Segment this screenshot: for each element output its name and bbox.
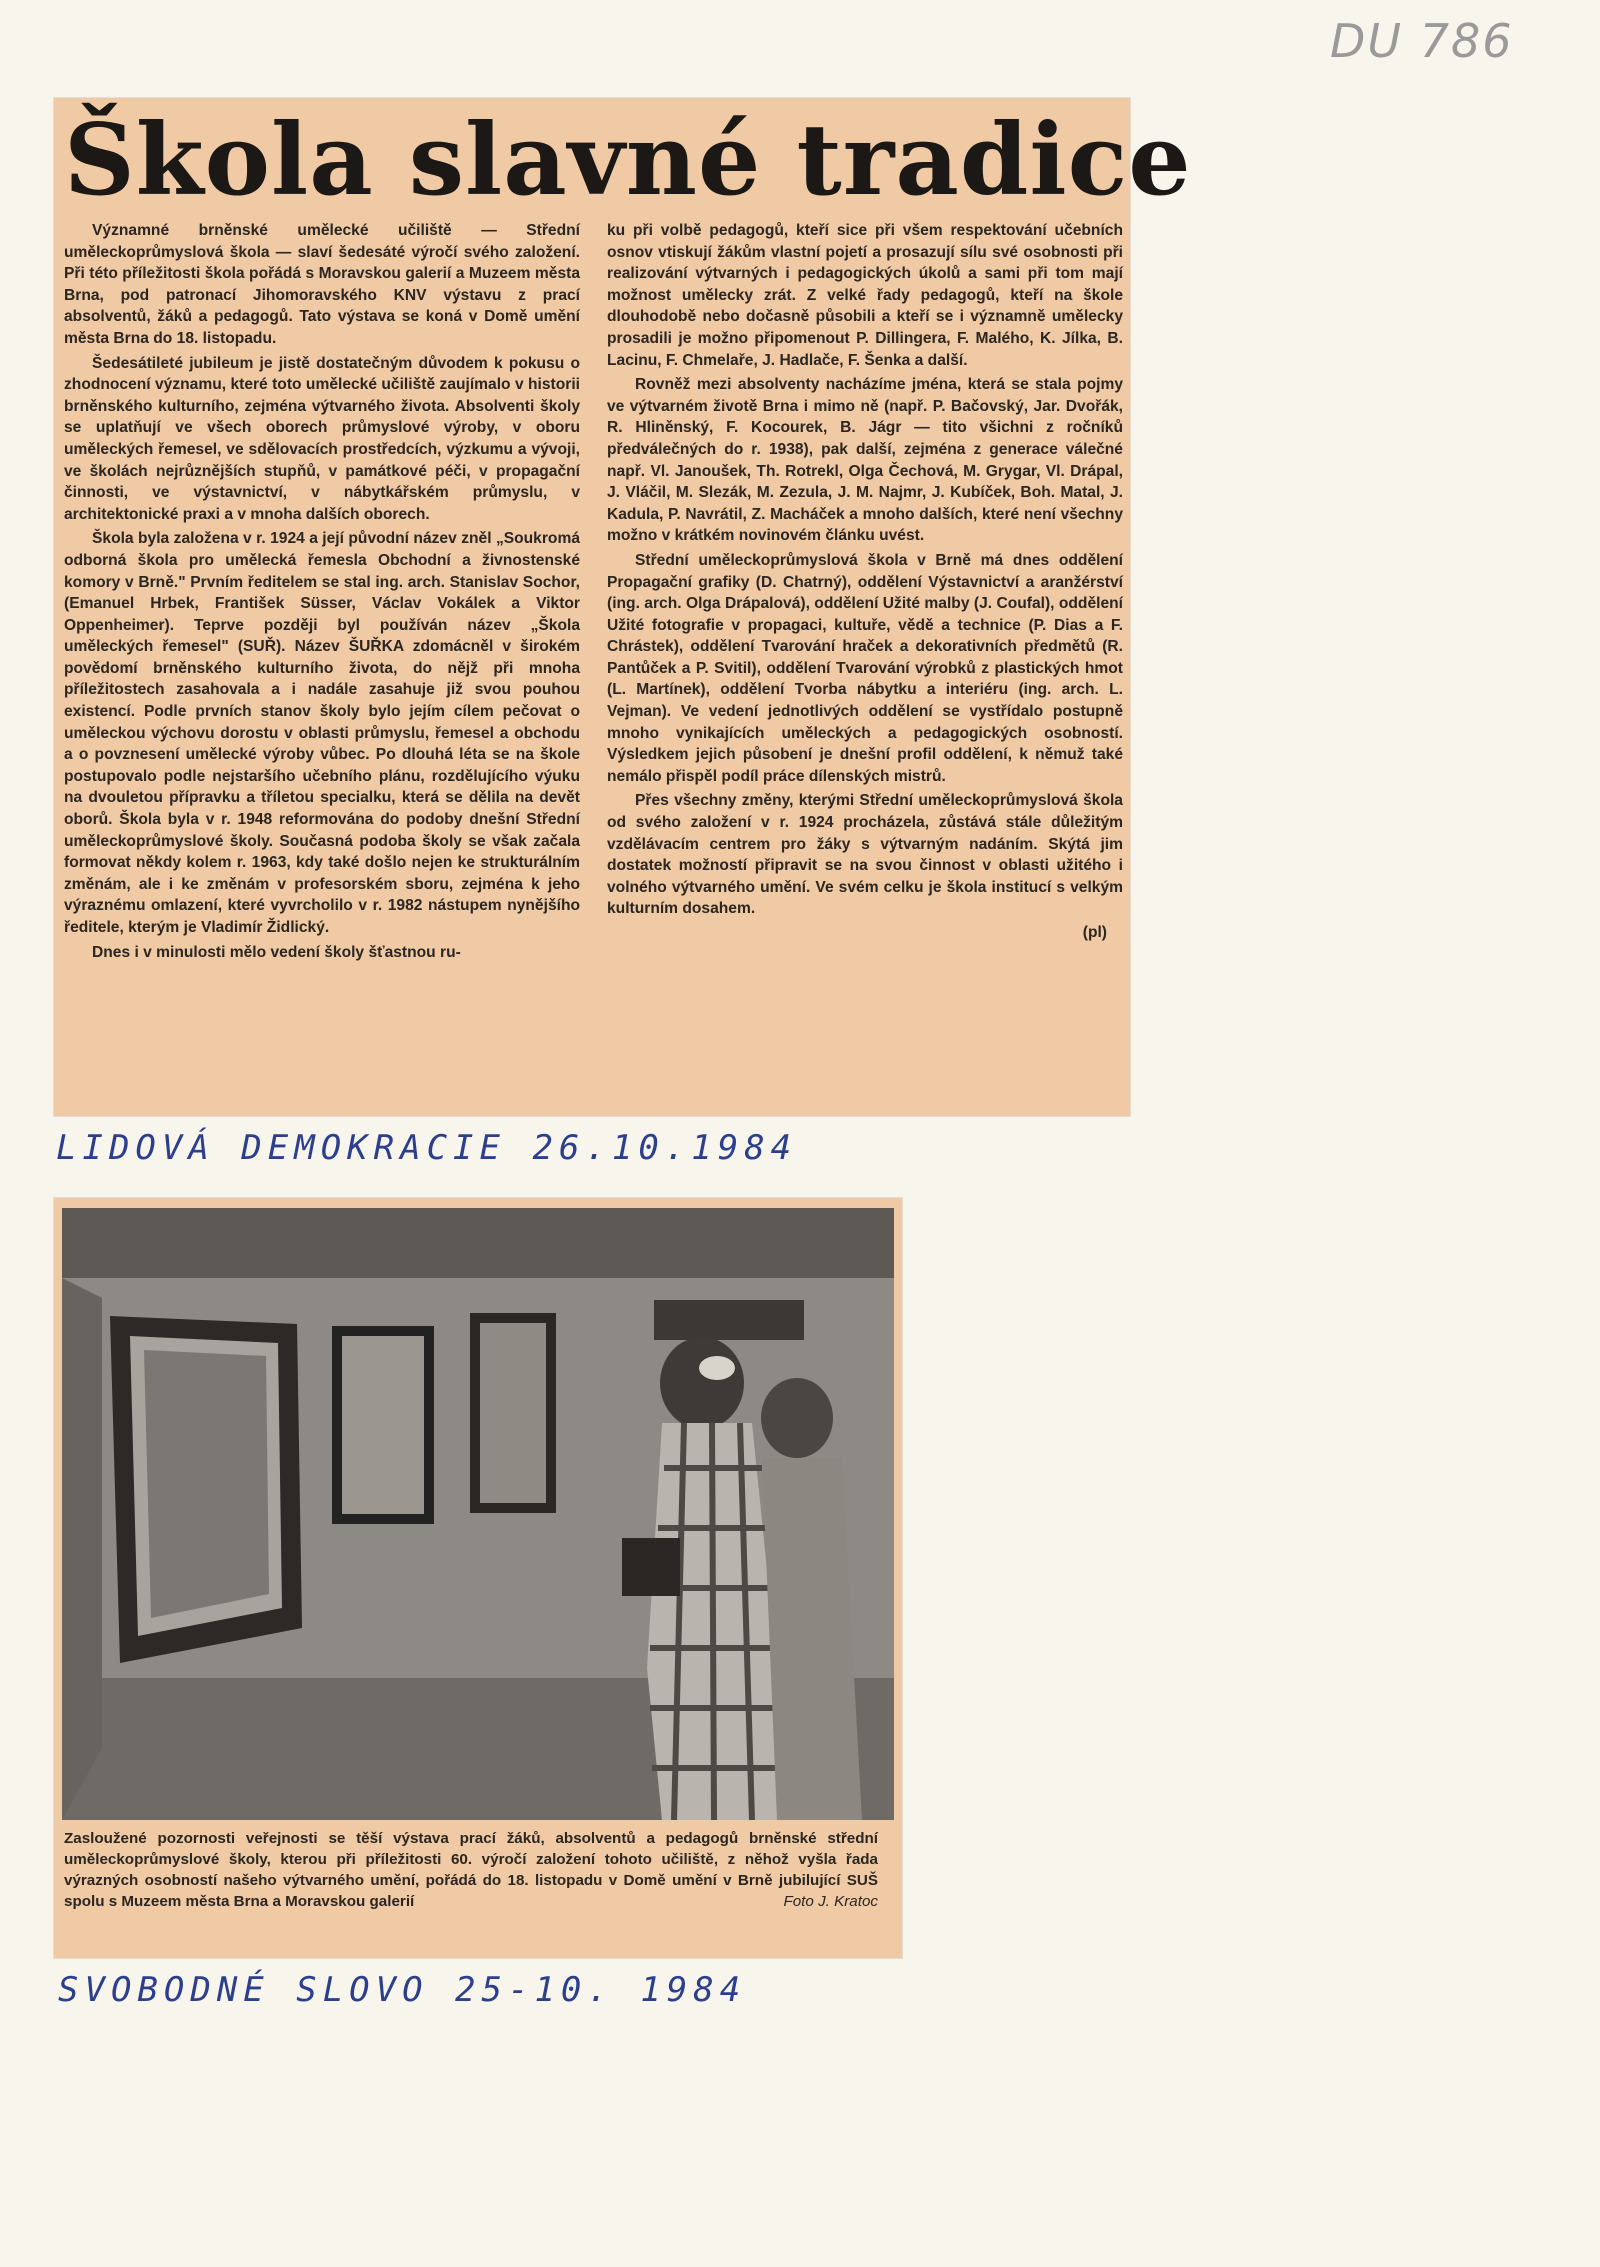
archive-reference-number: DU 786 <box>1330 14 1514 68</box>
photo-credit: Foto J. Kratoc <box>783 1893 878 1910</box>
article-paragraph: Přes všechny změny, kterými Střední uměleckoprůmyslová škola od svého založení v r. 1924 procházela, zůstává stále důležitým vzdělávacím centrem pro žáky s výtvarným nadáním. Skýtá jim dostatek možností připravit se na svou činnost v oblasti užitého i volného výtvarného umění. Ve svém celku je škola institucí s velkým kulturním dosahem. <box>607 792 1123 918</box>
frame-large <box>110 1316 302 1663</box>
article-paragraph: ku při volbě pedagogů, kteří sice při všem respektování učebních osnov vtiskují žákům vlastní pojetí a prosazují sílu své osobnosti při realizování výtvarných i pedagogických úkolů a sami při tom mají možnost umělecky zrát. Z velké řady pedagogů, kteří na škole dlouhodobě nebo dočasně působili a kteří se i významně umělecky prosadili je možno připomenout P. Dillingera, F. Malého, K. Jílka, B. Lacinu, F. Chmelaře, J. Hadlače, F. Šenka a další. <box>607 222 1123 369</box>
handwritten-source-note: SVOBODNÉ SLOVO 25-10. 1984 <box>58 1970 747 2010</box>
frame-medium <box>332 1326 434 1524</box>
article-column-right <box>607 220 1123 944</box>
frame-small <box>470 1313 556 1513</box>
article-paragraph: Šedesátileté jubileum je jistě dostatečným důvodem k pokusu o zhodnocení významu, které toto umělecké učiliště zaujímalo v historii brněnského kulturního, zejména výtvarného života. Absolventi školy se uplatňují ve všech oborech průmyslové výroby, v oboru uměleckých řemesel, ve sdělovacích prostředcích, výzkumu a vývoji, ve školách nejrůznějších stupňů, v památkové péči, v propagační činnosti, ve výstavnictví, v nábytkářském průmyslu, v architektonické praxi a v mnoha dalších oborech. <box>64 354 580 523</box>
article-column-left <box>64 220 580 966</box>
article-paragraph: Střední uměleckoprůmyslová škola v Brně má dnes oddělení Propagační grafiky (D. Chatrný), oddělení Výstavnictví a aranžérství (ing. arch. Olga Drápalová), oddělení Užité malby (J. Coufal), oddělení Užité fotografie v propagaci, kultuře, vědě a technice (P. Dias a F. Chrástek), oddělení Tvarování hraček a dekorativních předmětů (R. Pantůček a P. Svitil), oddělení Tvarování výrobků z plastických hmot (L. Martínek), oddělení Tvorba nábytku a interiéru (ing. arch. L. Vejman). Ve vedení jednotlivých oddělení se vystřídalo postupně mnoho vynikajících uměleckých a pedagogických osobností. Výsledkem jejich působení je dnešní profil oddělení, k němuž také nemálo přispěl podíl práce dílenských mistrů. <box>607 551 1123 785</box>
caption-text: Zasloužené pozornosti veřejnosti se těší výstava prací žáků, absolventů a pedagogů brněnské střední uměleckoprůmyslové školy, kterou při příležitosti 60. výročí založení tohoto učiliště, z něhož vyšla řada výrazných osobností našeho výtvarného umění, pořádá do 18. listopadu v Domě umění v Brně jubilující SUŠ spolu s Muzeem města Brna a Moravskou galerií <box>64 1830 878 1910</box>
article-paragraph: Dnes i v minulosti mělo vedení školy šťastnou ru- <box>92 943 461 961</box>
article-paragraph: Škola byla založena v r. 1924 a její původní název zněl „Soukromá odborná škola pro umělecká řemesla Obchodní a živnostenské komory v Brně." Prvním ředitelem se stal ing. arch. Stanislav Sochor, (Emanuel Hrbek, František Süsser, Václav Vokálek a Viktor Oppenheimer). Teprve později byl používán název „Škola uměleckých řemesel" (SUŘ). Název ŠUŘKA zdomácněl v širokém povědomí brněnského kulturního života, do nějž při mnoha příležitostech zasahovala a i nadále zasahuje již svou pouhou existencí. Podle prvních stanov školy bylo jejím cílem pečovat o uměleckou výchovu dorostu v oblasti průmyslu, řemesel a obchodu a o povznesení umělecké výroby vůbec. Po dlouhá léta se na škole postupovalo podle nejstaršího učebního plánu, rozdělujícího výuku na dvouletou přípravku a tříletou specialku, která se dělila na devět oborů. Škola byla v r. 1948 reformována do podoby dnešní Střední uměleckoprůmyslové školy. Současná podoba školy se však začala formovat někdy kolem r. 1963, kdy také došlo nejen ke strukturálním změnám, ale i ke změnám v profesorském sboru, zejména k jeho výraznému omlazení, které vyvrcholilo v r. 1982 nástupem nynějšího ředitele, kterým je Vladimír Židlický. <box>64 530 580 936</box>
handwritten-source-note: LIDOVÁ DEMOKRACIE 26.10.1984 <box>56 1128 798 1168</box>
article-paragraph: Významné brněnské umělecké učiliště — Střední uměleckoprůmyslová škola — slaví šedesáté výročí svého založení. Při této příležitosti škola pořádá s Moravskou galerií a Muzeem města Brna, pod patronací Jihomoravského KNV výstavu z prací absolventů, žáků a pedagogů. Tato výstava se koná v Domě umění města Brna do 18. listopadu. <box>64 222 580 347</box>
article-clipping <box>54 98 1192 1116</box>
exhibition-photo <box>62 1208 894 1820</box>
article-headline: Škola slavné tradice <box>64 103 1192 218</box>
photo-clipping <box>54 1198 902 1958</box>
author-signature: (pl) <box>1082 924 1107 941</box>
article-paragraph: Rovněž mezi absolventy nacházíme jména, která se stala pojmy ve výtvarném životě Brna i mimo ně (např. P. Bačovský, Jar. Dvořák, R. Hliněnský, F. Kocourek, B. Jágr — tito všichni z ročníků předválečných do r. 1938), pak další, zejména z generace válečné např. Vl. Janoušek, Th. Rotrekl, Olga Čechová, M. Grygar, Vl. Drápal, J. Vláčil, M. Slezák, M. Zezula, J. M. Najmr, J. Kubíček, Boh. Matal, J. Kadula, P. Navrátil, Z. Macháček a mnoho dalších, které není všechny možno v krátkém novinovém článku uvést. <box>607 376 1123 545</box>
photo-caption <box>64 1828 878 1912</box>
